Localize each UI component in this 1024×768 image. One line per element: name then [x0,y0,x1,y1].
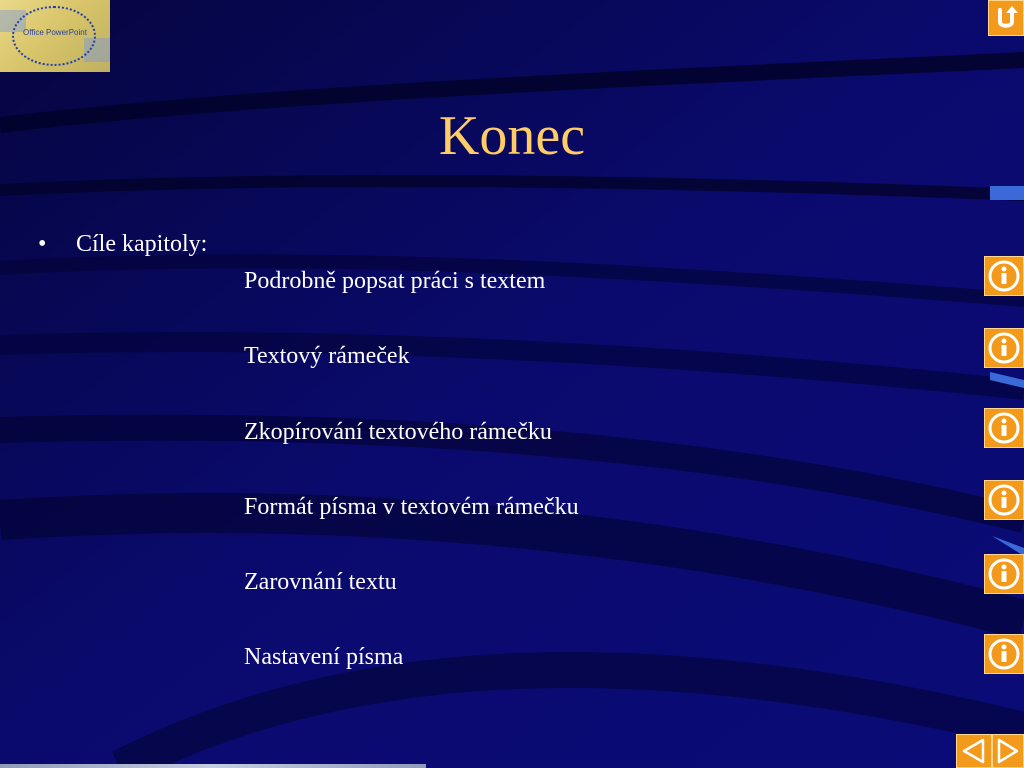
info-button-4[interactable] [984,480,1024,520]
info-icon [985,257,1023,295]
list-item: Podrobně popsat práci s textem [244,268,546,294]
list-item: Formát písma v textovém rámečku [244,494,579,520]
triangle-left-icon [957,735,991,767]
info-icon [985,635,1023,673]
list-item: Zkopírování textového rámečku [244,419,552,445]
triangle-right-icon [993,735,1023,767]
info-button-5[interactable] [984,554,1024,594]
info-button-3[interactable] [984,408,1024,448]
list-item: Textový rámeček [244,343,410,369]
logo-text: Office PowerPoint [23,28,87,37]
list-item: Nastavení písma [244,644,404,670]
info-icon [985,329,1023,367]
slide-title: Konec [438,105,586,167]
bullet-heading-text: Cíle kapitoly: [76,231,208,257]
office-powerpoint-logo [0,0,110,72]
back-button[interactable] [988,0,1024,36]
previous-slide-button[interactable] [956,734,992,768]
bullet-marker: • [38,231,47,257]
info-button-1[interactable] [984,256,1024,296]
info-button-6[interactable] [984,634,1024,674]
info-icon [985,555,1023,593]
info-icon [985,481,1023,519]
progress-bar [0,764,426,768]
return-arrow-icon [989,1,1023,35]
bullet-heading [38,228,207,260]
info-icon [985,409,1023,447]
next-slide-button[interactable] [992,734,1024,768]
info-button-2[interactable] [984,328,1024,368]
list-item: Zarovnání textu [244,569,397,595]
